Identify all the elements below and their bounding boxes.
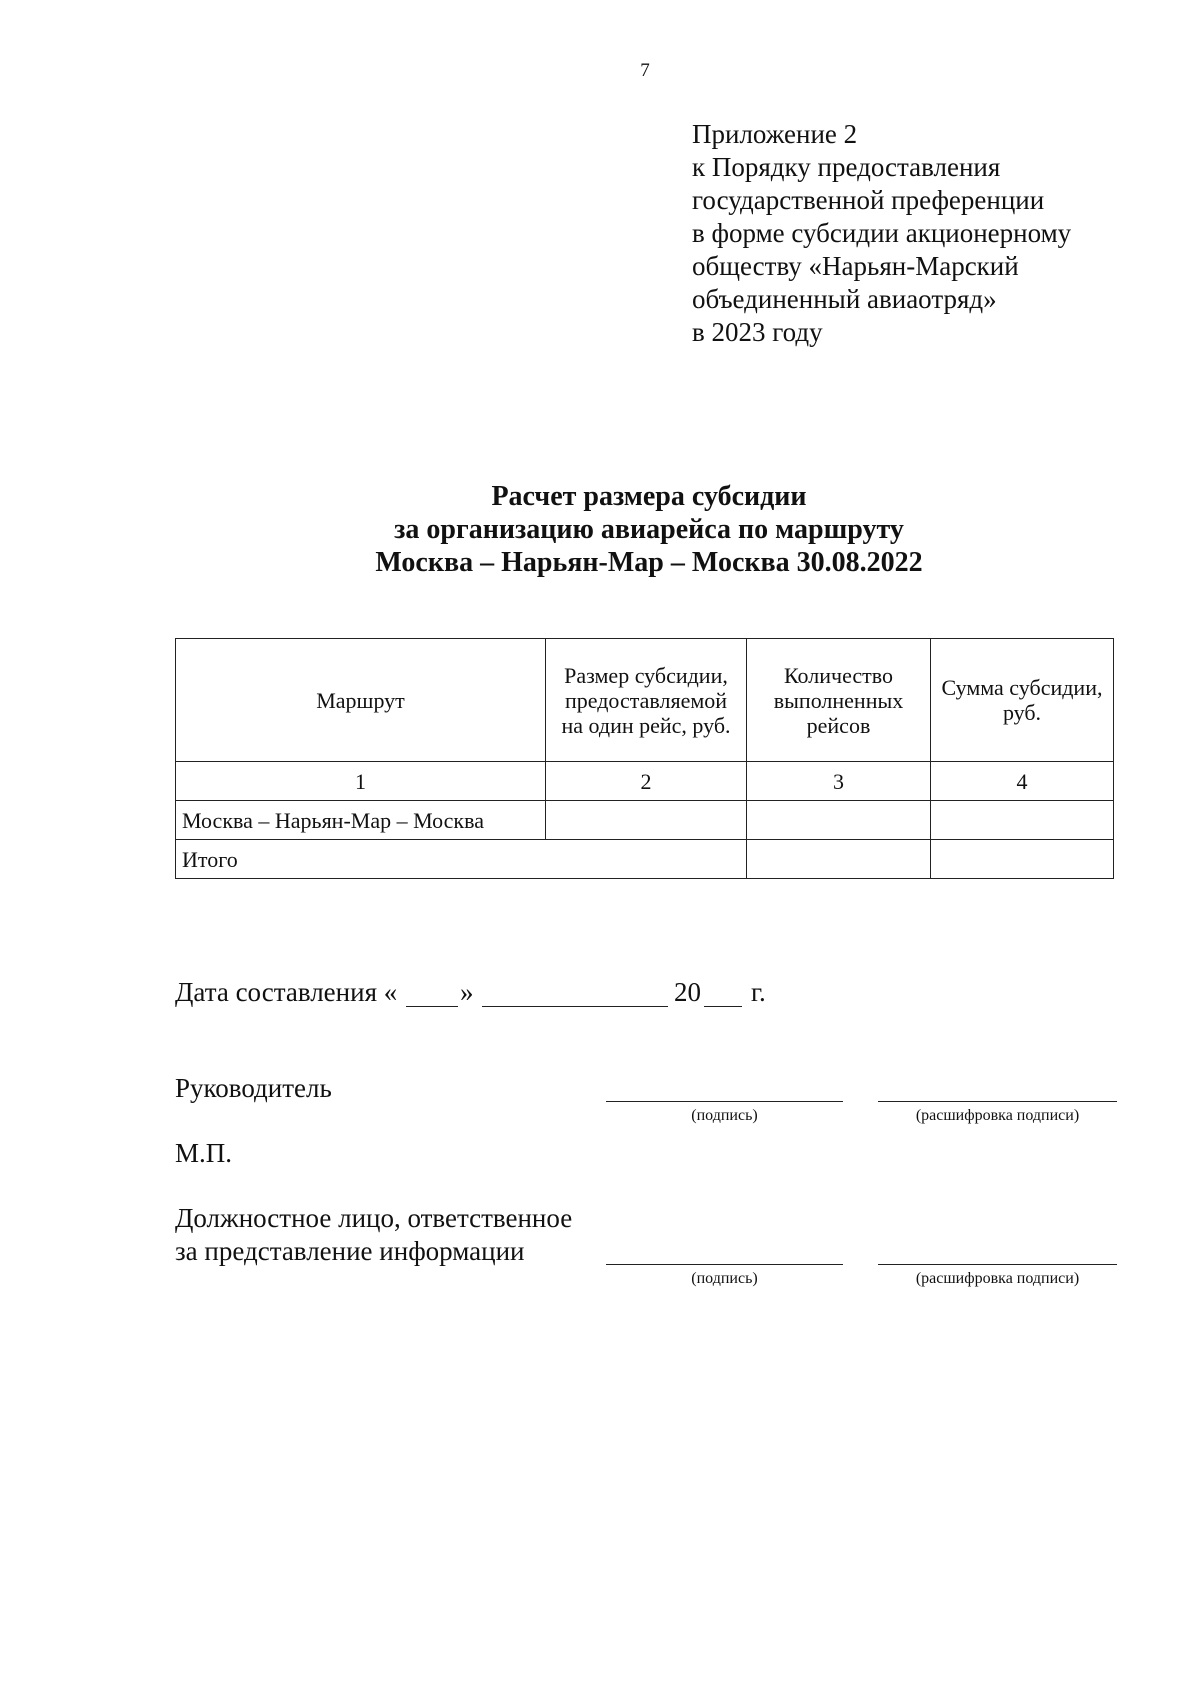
official-label-line-1: Должностное лицо, ответственное [175, 1203, 573, 1233]
appendix-line: к Порядку предоставления [692, 152, 1001, 182]
route-cell: Москва – Нарьян-Мар – Москва [176, 801, 546, 840]
document-title [0, 480, 1200, 579]
table-total-row [176, 840, 1114, 879]
empty-cell [931, 801, 1114, 840]
official-decoding-line [878, 1264, 1117, 1265]
empty-cell [747, 801, 931, 840]
table-row [176, 801, 1114, 840]
table-column-numbers-row [176, 762, 1114, 801]
appendix-line: в 2023 году [692, 317, 823, 347]
head-signature-caption: (подпись) [691, 1107, 758, 1124]
head-label: Руководитель [175, 1073, 332, 1103]
head-decoding-caption: (расшифровка подписи) [915, 1107, 1080, 1124]
stamp-label: М.П. [175, 1138, 233, 1168]
appendix-line: объединенный авиаотряд» [692, 284, 997, 314]
appendix-line: Приложение 2 [692, 119, 858, 149]
empty-cell [931, 840, 1114, 879]
head-signature-line [606, 1101, 843, 1102]
official-label-line-2: за представление информации [175, 1236, 525, 1266]
official-signature-line [606, 1264, 843, 1265]
empty-cell [747, 840, 931, 879]
date-quote-close: » [460, 977, 474, 1007]
column-number: 2 [546, 762, 747, 801]
appendix-line: в форме субсидии акционерному [692, 218, 1072, 248]
year-suffix: г. [751, 977, 766, 1007]
column-number: 4 [931, 762, 1114, 801]
date-label: Дата составления « [175, 977, 398, 1007]
empty-cell [546, 801, 747, 840]
header-subsidy-per-flight: Размер субсидии, предоставляемой на один рейс, руб. [546, 639, 747, 762]
table-header-row [176, 639, 1114, 762]
subsidy-table [175, 638, 1114, 879]
appendix-header [692, 118, 1071, 349]
header-flights-count: Количество выполненных рейсов [747, 639, 931, 762]
header-subsidy-sum: Сумма субсидии, руб. [931, 639, 1114, 762]
page-number: 7 [640, 60, 650, 81]
official-signature-caption: (подпись) [691, 1270, 758, 1287]
column-number: 1 [176, 762, 546, 801]
title-line: Москва – Нарьян-Мар – Москва 30.08.2022 [375, 547, 923, 578]
year-prefix: 20 [674, 977, 701, 1007]
official-decoding-caption: (расшифровка подписи) [915, 1270, 1080, 1287]
head-decoding-line [878, 1101, 1117, 1102]
day-blank-line [406, 1006, 458, 1007]
month-blank-line [482, 1006, 668, 1007]
appendix-line: обществу «Нарьян-Марский [692, 251, 1019, 281]
appendix-line: государственной преференции [692, 185, 1045, 215]
title-line: за организацию авиарейса по маршруту [394, 514, 904, 545]
year-blank-line [704, 1006, 742, 1007]
total-label-cell: Итого [176, 840, 747, 879]
header-route: Маршрут [176, 639, 546, 762]
title-line: Расчет размера субсидии [491, 481, 807, 512]
column-number: 3 [747, 762, 931, 801]
